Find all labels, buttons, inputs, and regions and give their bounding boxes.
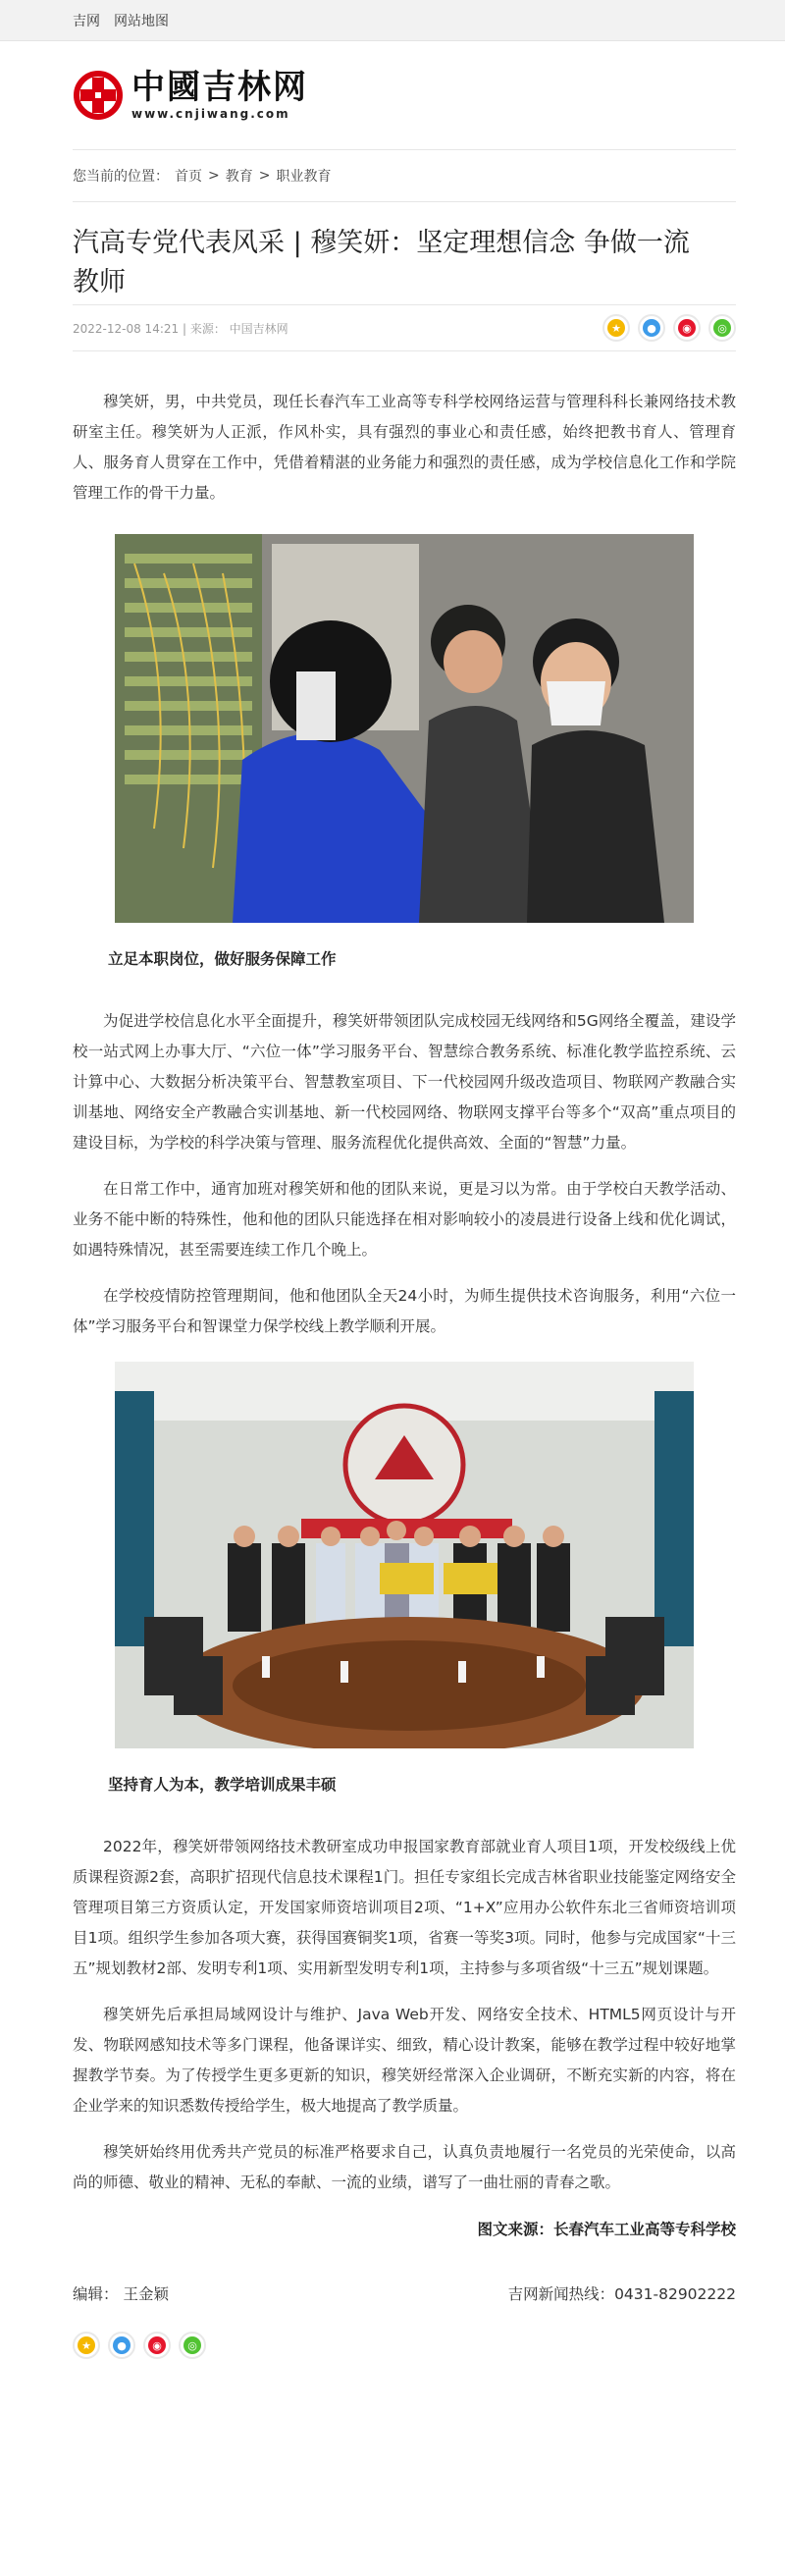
image-source: 图文来源：长春汽车工业高等专科学校 — [477, 2221, 736, 2238]
share-qq-button[interactable] — [638, 314, 665, 342]
article-photo-server-room — [115, 534, 694, 923]
breadcrumb-prefix: 您当前的位置： — [73, 169, 169, 185]
source-label: 来源： — [189, 321, 226, 336]
article-paragraph: 2022年，穆笑妍带领网络技术教研室成功申报国家教育部就业育人项目1项，开发校级线上优质课程资源2套，高职扩招现代信息技术课程1门。担任专家组长完成吉林省职业技能鉴定网络安全管理项目第三方资质认定，开发国家师资培训项目2项、“1+X”应用办公软件东北三省师资培训项目1项。组织学生参加各项大赛，获得国赛铜奖1项，省赛一等奖3项。同时，他参与完成国家“十三五”规划教材2部、发明专利1项、实用新型发明专利1项，主持参与多项省级“十三五”规划课题。 — [73, 1838, 736, 1977]
editor-label: 编辑： — [73, 2285, 119, 2303]
news-hotline: 吉网新闻热线：0431-82902222 — [507, 2285, 736, 2303]
article-paragraph: 穆笑妍先后承担局域网设计与维护、Java Web开发、网络安全技术、HTML5网页设计与开发、物联网感知技术等多门课程，他备课详实、细致，精心设计教案，能够在教学过程中较好地掌握教学节奏。为了传授学生更多更新的知识，穆笑妍经常深入企业调研，不断充实新的内容，将在企业学来的知识悉数传授给学生，极大地提高了教学质量。 — [73, 2006, 736, 2115]
qzone-icon: ★ — [607, 319, 625, 337]
site-logo[interactable] — [73, 70, 308, 121]
breadcrumb-item-education[interactable]: 教育 — [225, 169, 253, 185]
article-paragraph: 穆笑妍，男，中共党员，现任长春汽车工业高等专科学校网络运营与管理科科长兼网络技术教研室主任。穆笑妍为人正派，作风朴实，具有强烈的事业心和责任感，始终把教书育人、管理育人、服务育人贯穿在工作中，凭借着精湛的业务能力和强烈的责任感，成为学校信息化工作和学院管理工作的骨干力量。 — [73, 393, 736, 502]
share-buttons-bottom — [0, 2332, 785, 2359]
article-title: 汽高专党代表风采 | 穆笑妍：坚定理想信念 争做一流教师 — [73, 228, 690, 297]
logo-row — [0, 41, 785, 149]
article-paragraph: 在学校疫情防控管理期间，他和他团队全天24小时，为师生提供技术咨询服务，利用“六位一体”学习服务平台和智课堂力保学校线上教学顺利开展。 — [73, 1287, 736, 1335]
qzone-icon: ★ — [78, 2336, 95, 2354]
home-link[interactable]: 吉网 — [73, 13, 100, 29]
share-weibo-button[interactable] — [673, 314, 701, 342]
sitemap-link[interactable]: 网站地图 — [114, 13, 169, 29]
article-meta: 2022-12-08 14:21 | 来源： 中国吉林网 ★ ● ◉ ◎ — [73, 304, 736, 351]
weibo-icon: ◉ — [148, 2336, 166, 2354]
share-weibo-button[interactable] — [143, 2332, 171, 2359]
article-body — [0, 351, 785, 2239]
qq-icon: ● — [113, 2336, 131, 2354]
top-nav-bar — [0, 0, 785, 41]
share-buttons-top — [602, 314, 736, 342]
section-heading: 立足本职岗位，做好服务保障工作 — [108, 950, 337, 968]
editor-row — [0, 2282, 785, 2304]
article-paragraph: 为促进学校信息化水平全面提升，穆笑妍带领团队完成校园无线网络和5G网络全覆盖，建设学校一站式网上办事大厅、“六位一体”学习服务平台、智慧综合教务系统、标准化教学监控系统、云计算中心、大数据分析决策平台、智慧教室项目、下一代校园网升级改造项目、物联网产教融合实训基地、网络安全产教融合实训基地、新一代校园网络、物联网支撑平台等多个“双高”重点项目的建设目标，为学校的科学决策与管理、服务流程优化提供高效、全面的“智慧”力量。 — [73, 1012, 736, 1152]
logo-icon — [73, 70, 124, 121]
article-photo-award-ceremony — [115, 1362, 694, 1748]
weibo-icon: ◉ — [678, 319, 696, 337]
wechat-icon: ◎ — [713, 319, 731, 337]
publish-datetime: 2022-12-08 14:21 — [73, 321, 180, 336]
wechat-icon: ◎ — [183, 2336, 201, 2354]
share-wechat-button[interactable] — [708, 314, 736, 342]
share-qzone-button[interactable] — [73, 2332, 100, 2359]
article-paragraph: 穆笑妍始终用优秀共产党员的标准严格要求自己，认真负责地履行一名党员的光荣使命，以高尚的师德、敬业的精神、无私的奉献、一流的业绩，谱写了一曲壮丽的青春之歌。 — [73, 2143, 736, 2191]
share-qzone-button[interactable] — [602, 314, 630, 342]
logo-name: 中國吉林网 — [131, 68, 308, 107]
qq-icon: ● — [643, 319, 660, 337]
share-qq-button[interactable] — [108, 2332, 135, 2359]
breadcrumb-item-home[interactable]: 首页 — [175, 169, 202, 185]
breadcrumb-separator: > — [208, 168, 220, 184]
source-name: 中国吉林网 — [229, 321, 288, 336]
article-paragraph: 在日常工作中，通宵加班对穆笑妍和他的团队来说，更是习以为常。由于学校白天教学活动、业务不能中断的特殊性，他和他的团队只能选择在相对影响较小的凌晨进行设备上线和优化调试，如遇特殊情况，甚至需要连续工作几个晚上。 — [73, 1180, 736, 1259]
logo-url: www.cnjiwang.com — [131, 107, 290, 121]
breadcrumb-item-vocational[interactable]: 职业教育 — [276, 169, 332, 185]
breadcrumb — [0, 150, 785, 201]
section-heading: 坚持育人为本，教学培训成果丰硕 — [108, 1776, 337, 1794]
share-wechat-button[interactable] — [179, 2332, 206, 2359]
breadcrumb-separator: > — [258, 168, 271, 184]
editor-name: 王金颖 — [123, 2285, 169, 2303]
